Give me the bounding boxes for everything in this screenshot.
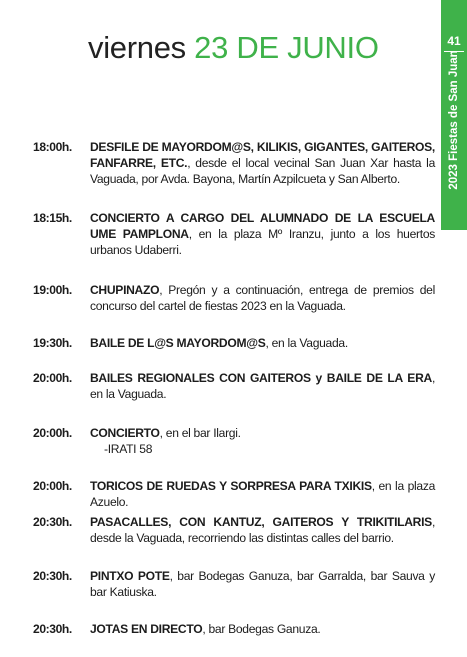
- event-detail: , en la plaza Azuelo.: [90, 479, 435, 509]
- page-number: 41: [447, 34, 461, 48]
- event-time: 20:30h.: [33, 622, 72, 636]
- event-title: CONCIERTO: [90, 426, 160, 440]
- event-title: BAILES REGIONALES CON GAITEROS y BAILE DE LA ERA: [90, 371, 432, 385]
- event-title: BAILE DE L@S MAYORDOM@S: [90, 336, 266, 350]
- event-description: [90, 282, 435, 314]
- event-detail: , desde la Vaguada, recorriendo las distintas calles del barrio.: [90, 515, 435, 545]
- event-detail: , en la plaza Mº Iranzu, junto a los huertos urbanos Udaberri.: [90, 227, 435, 257]
- event-title: PINTXO POTE: [90, 569, 170, 583]
- event-item: [33, 621, 435, 637]
- event-title: PASACALLES, CON KANTUZ, GAITEROS Y TRIKITILARIS: [90, 515, 432, 529]
- event-time: 20:00h.: [33, 371, 72, 385]
- event-item: [33, 568, 435, 600]
- event-detail: , bar Bodegas Ganuza.: [202, 622, 321, 636]
- event-detail: , en el bar Ilargi.: [159, 426, 241, 440]
- event-title: JOTAS EN DIRECTO: [90, 622, 203, 636]
- event-subline: -IRATI 58: [104, 442, 153, 456]
- event-description: [90, 568, 435, 600]
- event-description: [90, 425, 435, 457]
- event-description: [90, 335, 435, 351]
- event-title: DESFILE DE MAYORDOM@S, KILIKIS, GIGANTES, GAITEROS, FANFARRE, ETC.: [90, 140, 435, 170]
- side-tab: [441, 0, 467, 230]
- event-item: [33, 425, 435, 457]
- event-description: [90, 621, 435, 637]
- event-item: [33, 282, 435, 314]
- side-tab-label: 2023 Fiestas de San Juan: [448, 50, 460, 190]
- event-item: [33, 335, 435, 351]
- event-time: 19:00h.: [33, 283, 72, 297]
- event-detail: , en la Vaguada.: [90, 371, 435, 401]
- event-time: 19:30h.: [33, 336, 72, 350]
- event-detail: , bar Bodegas Ganuza, bar Garralda, bar Sauva y bar Katiuska.: [90, 569, 435, 599]
- event-title: CHUPINAZO: [90, 283, 160, 297]
- event-item: [33, 514, 435, 546]
- page-title: [88, 30, 379, 66]
- event-item: [33, 139, 435, 187]
- event-title: TORICOS DE RUEDAS Y SORPRESA PARA TXIKIS: [90, 479, 372, 493]
- title-date: 23 DE JUNIO: [194, 30, 379, 65]
- event-time: 18:00h.: [33, 140, 72, 154]
- event-time: 20:30h.: [33, 569, 72, 583]
- event-time: 20:00h.: [33, 426, 72, 440]
- event-detail: , desde el local vecinal San Juan Xar hasta la Vaguada, por Avda. Bayona, Martín Azpilcueta y San Alberto.: [90, 156, 435, 186]
- title-day: viernes: [88, 30, 186, 65]
- event-description: [90, 514, 435, 546]
- event-time: 20:30h.: [33, 515, 72, 529]
- event-item: [33, 478, 435, 510]
- event-detail: , Pregón y a continuación, entrega de premios del concurso del cartel de fiestas 2023 en la Vaguada.: [90, 283, 435, 313]
- event-time: 18:15h.: [33, 211, 72, 225]
- event-description: [90, 370, 435, 402]
- event-detail: , en la Vaguada.: [265, 336, 348, 350]
- event-description: [90, 139, 435, 187]
- event-item: [33, 370, 435, 402]
- event-description: [90, 478, 435, 510]
- event-description: [90, 210, 435, 258]
- event-time: 20:00h.: [33, 479, 72, 493]
- event-item: [33, 210, 435, 258]
- event-title: CONCIERTO A CARGO DEL ALUMNADO DE LA ESCUELA UME PAMPLONA: [90, 211, 435, 241]
